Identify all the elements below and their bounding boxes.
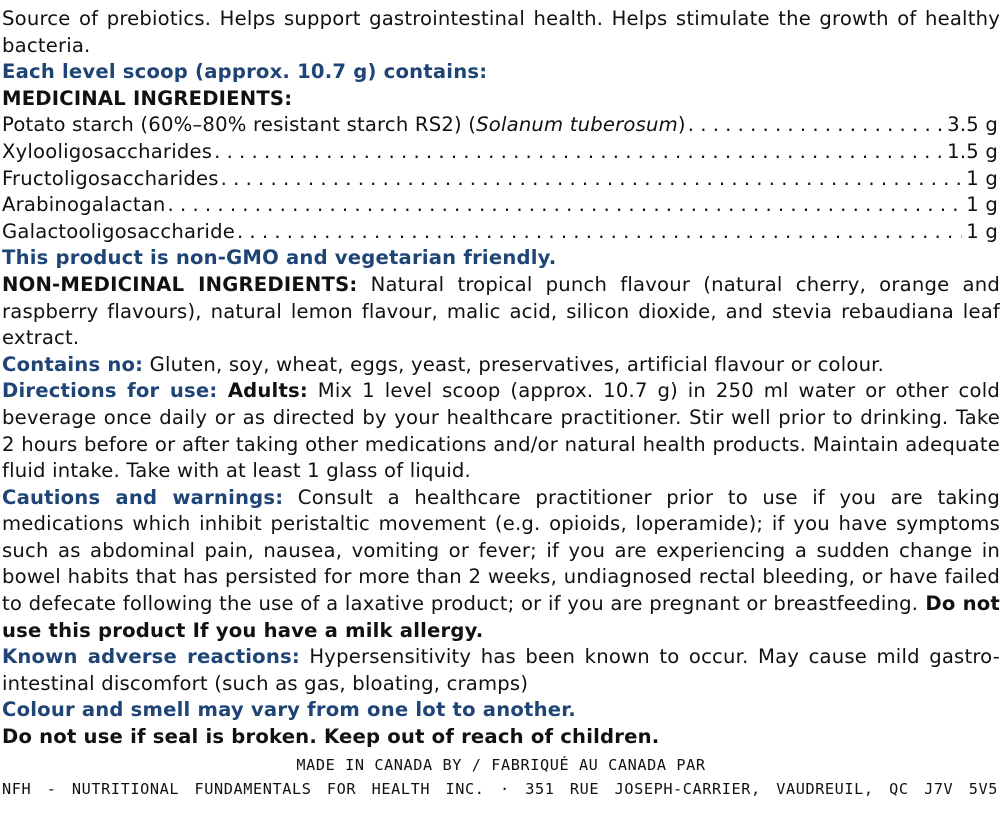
cautions-section [2, 485, 1000, 645]
dot-leader [221, 166, 963, 193]
medicinal-heading: MEDICINAL INGREDIENTS: [2, 86, 293, 110]
milk-allergy-warning: Do not use this product If you have a milk allergy. [2, 592, 1000, 642]
ingredient-latin-name: Solanum tuberosum [476, 113, 678, 137]
non-medicinal-text: Natural tropical punch flavour (natural cherry, orange and raspberry flavours), natural lemon flavour, malic acid, silicon dioxide, and stevia rebaudiana leaf extract. [2, 272, 1000, 350]
dot-leader [237, 219, 962, 246]
ingredient-amount: 3.5 g [947, 113, 998, 137]
dot-leader [168, 192, 963, 219]
ingredient-name: Arabinogalactan [2, 193, 166, 217]
intro-text: Source of prebiotics. Helps support gastrointestinal health. Helps stimulate the growth of healthy bacteria. [2, 7, 1000, 57]
non-medicinal-label: NON-MEDICINAL INGREDIENTS: [2, 272, 358, 296]
ingredient-row [2, 112, 998, 139]
contains-no-text: Gluten, soy, wheat, eggs, yeast, preservatives, artificial flavour or colour. [143, 352, 885, 376]
ingredient-row [2, 192, 998, 219]
dot-leader [688, 112, 943, 139]
non-gmo-statement: This product is non-GMO and vegetarian friendly. [2, 246, 557, 270]
ingredient-amount: 1 g [966, 219, 998, 243]
scoop-heading: Each level scoop (approx. 10.7 g) contains: [2, 60, 488, 84]
contains-no-label: Contains no: [2, 352, 144, 376]
ingredient-name: Galactooligosaccharide [2, 219, 235, 243]
ingredient-amount: 1 g [966, 166, 998, 190]
made-in-canada: MADE IN CANADA BY / FABRIQUÉ AU CANADA PAR [296, 755, 706, 774]
ingredient-name: Xylooligosaccharides [2, 139, 213, 163]
ingredient-amount: 1.5 g [947, 139, 998, 163]
directions-section [2, 378, 1000, 484]
contains-no-section [2, 352, 1000, 379]
non-medicinal-section [2, 272, 1000, 352]
ingredient-row [2, 219, 998, 246]
manufacturer-address: NFH - NUTRITIONAL FUNDAMENTALS FOR HEALTH INC. · 351 RUE JOSEPH-CARRIER, VAUDREUIL, QC J7V 5V5 [2, 779, 998, 798]
ingredient-name: Fructoligosaccharides [2, 166, 219, 190]
dot-leader [214, 139, 943, 166]
adverse-reactions-section [2, 644, 1000, 697]
ingredient-name: Potato starch (60%–80% resistant starch RS2) (Solanum tuberosum) [2, 113, 686, 137]
colour-smell-note: Colour and smell may vary from one lot to another. [2, 698, 576, 722]
ingredient-row [2, 166, 998, 193]
seal-warning: Do not use if seal is broken. Keep out of reach of children. [2, 725, 660, 749]
directions-label: Directions for use: [2, 379, 218, 403]
ingredient-amount: 1 g [966, 193, 998, 217]
directions-text: Mix 1 level scoop (approx. 10.7 g) in 250 ml water or other cold beverage once daily or as directed by your healthcare practitioner. Stir well prior to drinking. Take 2 hours before or after taking other medications and/or natural health products. Maintain adequate fluid intake. Take with at least 1 glass of liquid. [2, 379, 1000, 483]
directions-adults-label: Adults: [217, 379, 308, 403]
ingredient-list [2, 112, 1000, 245]
adverse-reactions-label: Known adverse reactions: [2, 645, 300, 669]
adverse-reactions-text: Hypersensitivity has been known to occur. May cause mild gastro-intestinal discomfort (such as gas, bloating, cramps) [2, 645, 1000, 695]
cautions-label: Cautions and warnings: [2, 485, 284, 509]
cautions-text: Consult a healthcare practitioner prior to use if you are taking medications which inhibit peristaltic movement (e.g. opioids, loperamide); if you have symptoms such as abdominal pain, nausea, vomiting or fever; if you are experiencing a sudden change in bowel habits that has persisted for more than 2 weeks, undiagnosed rectal bleeding, or have failed to defecate following the use of a laxative product; or if you are pregnant or breastfeeding. [2, 485, 1000, 616]
ingredient-row [2, 139, 998, 166]
